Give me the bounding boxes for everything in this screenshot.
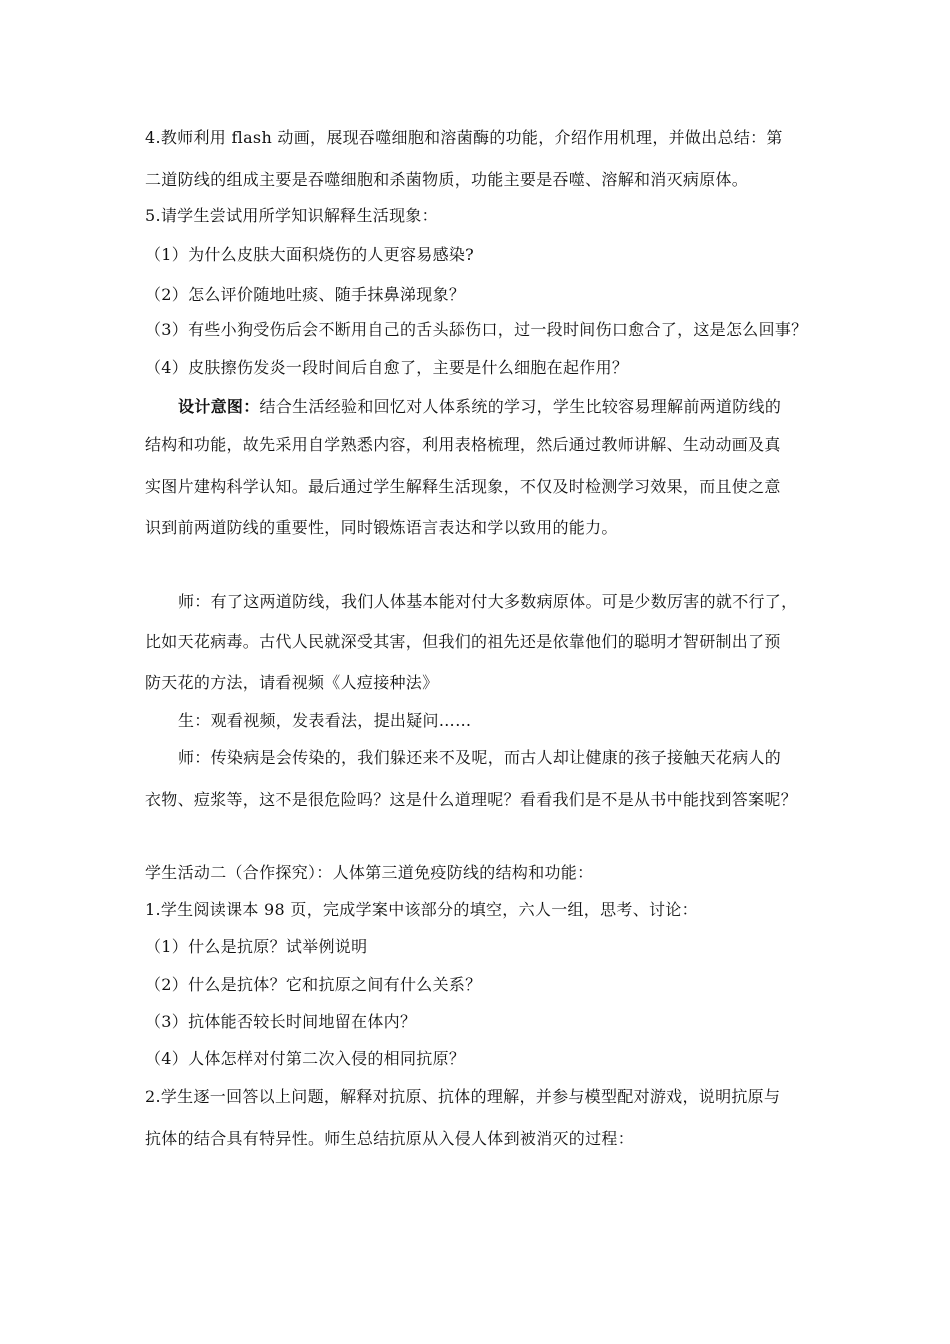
design-intent-line4: 识到前两道防线的重要性，同时锻炼语言表达和学以致用的能力。 [145, 518, 618, 537]
design-intent-line3: 实图片建构科学认知。最后通过学生解释生活现象，不仅及时检测学习效果，而且使之意 [145, 477, 781, 496]
design-intent-line1 [178, 397, 868, 417]
activity2-question-3: （3）抗体能否较长时间地留在体内？ [145, 1012, 417, 1031]
teacher-statement-1-line1: 师：有了这两道防线，我们人体基本能对付大多数病原体。可是少数厉害的就不行了， [178, 592, 798, 611]
question-1: （1）为什么皮肤大面积烧伤的人更容易感染? [145, 245, 475, 264]
design-intent-line2: 结构和功能，故先采用自学熟悉内容，利用表格梳理，然后通过教师讲解、生动动画及真 [145, 435, 781, 454]
activity2-item2-line1: 2.学生逐一回答以上问题，解释对抗原、抗体的理解，并参与模型配对游戏，说明抗原与 [145, 1087, 781, 1106]
activity2-question-2: （2）什么是抗体？它和抗原之间有什么关系？ [145, 975, 482, 994]
item4-line2: 二道防线的组成主要是吞噬细胞和杀菌物质，功能主要是吞噬、溶解和消灭病原体。 [145, 170, 749, 189]
student-statement-1: 生：观看视频，发表看法，提出疑问…… [178, 711, 472, 730]
question-3: （3）有些小狗受伤后会不断用自己的舌头舔伤口，过一段时间伤口愈合了，这是怎么回事？ [145, 320, 808, 339]
teacher-statement-2-line1: 师：传染病是会传染的，我们躲还来不及呢，而古人却让健康的孩子接触天花病人的 [178, 748, 782, 767]
activity2-item2-line2: 抗体的结合具有特异性。师生总结抗原从入侵人体到被消灭的过程： [145, 1129, 635, 1148]
design-intent-text1: 结合生活经验和回忆对人体系统的学习，学生比较容易理解前两道防线的 [259, 397, 782, 416]
activity2-title: 学生活动二（合作探究）：人体第三道免疫防线的结构和功能： [145, 863, 594, 882]
item5-heading: 5.请学生尝试用所学知识解释生活现象： [145, 206, 438, 225]
teacher-statement-2-line2: 衣物、痘浆等，这不是很危险吗？这是什么道理呢？看看我们是不是从书中能找到答案呢？ [145, 790, 798, 809]
teacher-statement-1-line2: 比如天花病毒。古代人民就深受其害，但我们的祖先还是依靠他们的聪明才智研制出了预 [145, 632, 781, 651]
activity2-item1: 1.学生阅读课本 98 页，完成学案中该部分的填空，六人一组，思考、讨论： [145, 900, 698, 919]
question-2: （2）怎么评价随地吐痰、随手抹鼻涕现象？ [145, 285, 466, 304]
activity2-question-1: （1）什么是抗原？试举例说明 [145, 937, 368, 956]
question-4: （4）皮肤擦伤发炎一段时间后自愈了，主要是什么细胞在起作用？ [145, 358, 629, 377]
item4-line1: 4.教师利用 flash 动画，展现吞噬细胞和溶菌酶的功能，介绍作用机理，并做出总结：第 [145, 128, 783, 147]
activity2-question-4: （4）人体怎样对付第二次入侵的相同抗原？ [145, 1049, 466, 1068]
teacher-statement-1-line3: 防天花的方法，请看视频《人痘接种法》 [145, 673, 439, 692]
design-intent-label: 设计意图： [178, 397, 260, 416]
